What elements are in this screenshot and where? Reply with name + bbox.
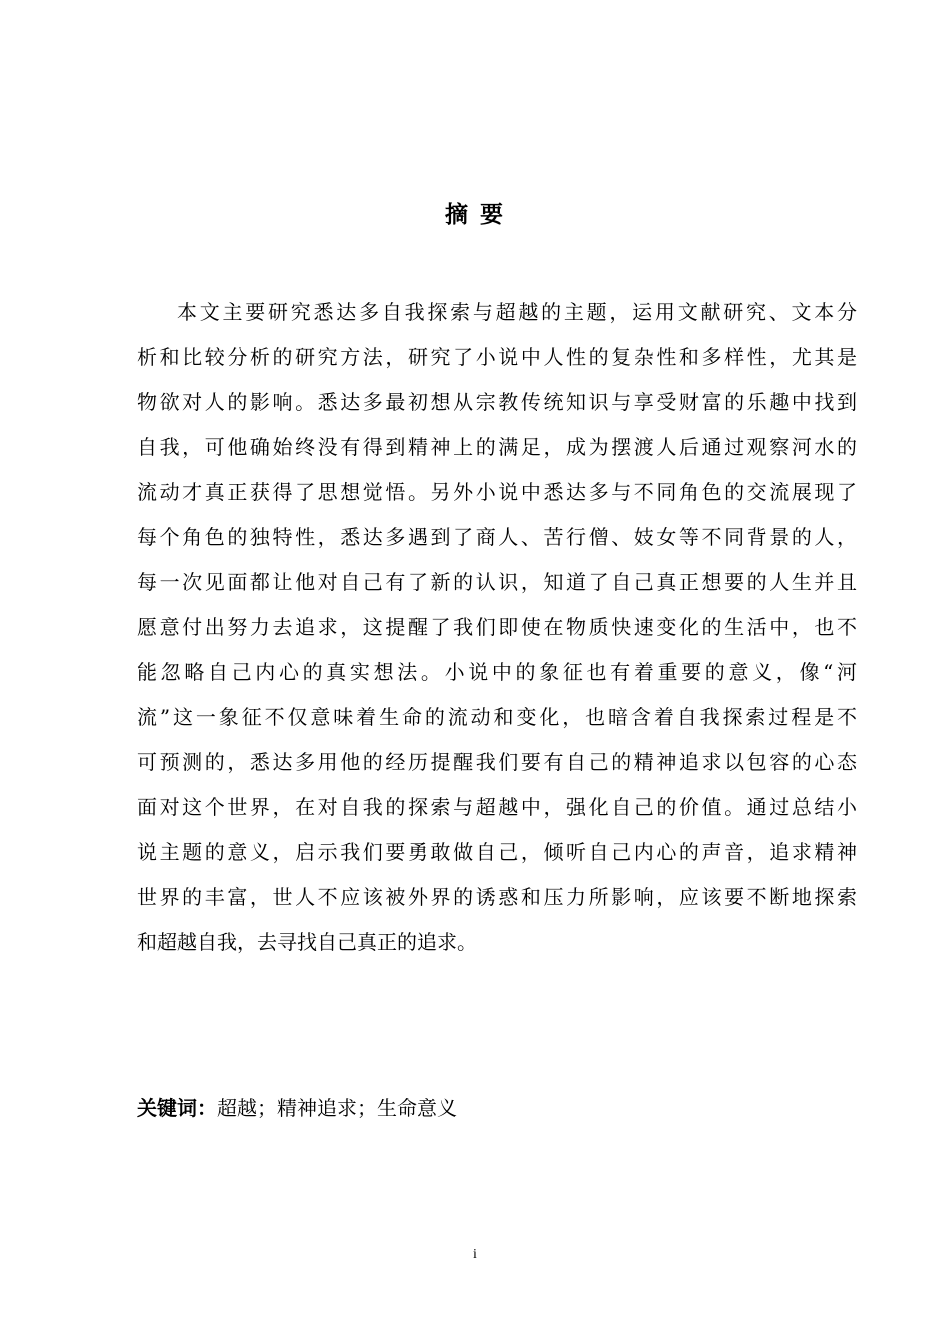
abstract-line: 本文主要研究悉达多自我探索与超越的主题，运用文献研究、文本分 (177, 300, 857, 324)
abstract-line: 每个角色的独特性，悉达多遇到了商人、苦行僧、妓女等不同背景的人， (137, 525, 857, 549)
abstract-line: 可预测的，悉达多用他的经历提醒我们要有自己的精神追求以包容的心态 (137, 750, 857, 774)
abstract-line: 世界的丰富，世人不应该被外界的诱惑和压力所影响，应该要不断地探索 (137, 885, 857, 909)
abstract-line: 每一次见面都让他对自己有了新的认识，知道了自己真正想要的人生并且 (137, 570, 857, 594)
abstract-line: 说主题的意义，启示我们要勇敢做自己，倾听自己内心的声音，追求精神 (137, 840, 857, 864)
keywords-text: 超越；精神追求；生命意义 (217, 1096, 457, 1120)
page-number: i (473, 1247, 477, 1262)
abstract-line: 愿意付出努力去追求，这提醒了我们即使在物质快速变化的生活中，也不 (137, 615, 857, 639)
page-title: 摘 要 (444, 202, 505, 228)
abstract-line: 物欲对人的影响。悉达多最初想从宗教传统知识与享受财富的乐趣中找到 (137, 390, 857, 414)
keywords-label: 关键词： (137, 1096, 217, 1120)
abstract-line: 析和比较分析的研究方法，研究了小说中人性的复杂性和多样性，尤其是 (137, 345, 857, 369)
abstract-line: 面对这个世界，在对自我的探索与超越中，强化自己的价值。通过总结小 (137, 795, 857, 819)
abstract-body (137, 290, 857, 965)
abstract-line: 流”这一象征不仅意味着生命的流动和变化，也暗含着自我探索过程是不 (137, 705, 857, 729)
keywords (137, 1093, 457, 1123)
abstract-line: 流动才真正获得了思想觉悟。另外小说中悉达多与不同角色的交流展现了 (137, 480, 857, 504)
abstract-line: 和超越自我，去寻找自己真正的追求。 (137, 930, 477, 954)
abstract-line: 自我，可他确始终没有得到精神上的满足，成为摆渡人后通过观察河水的 (137, 435, 857, 459)
abstract-line: 能忽略自己内心的真实想法。小说中的象征也有着重要的意义，像“河 (137, 660, 857, 684)
